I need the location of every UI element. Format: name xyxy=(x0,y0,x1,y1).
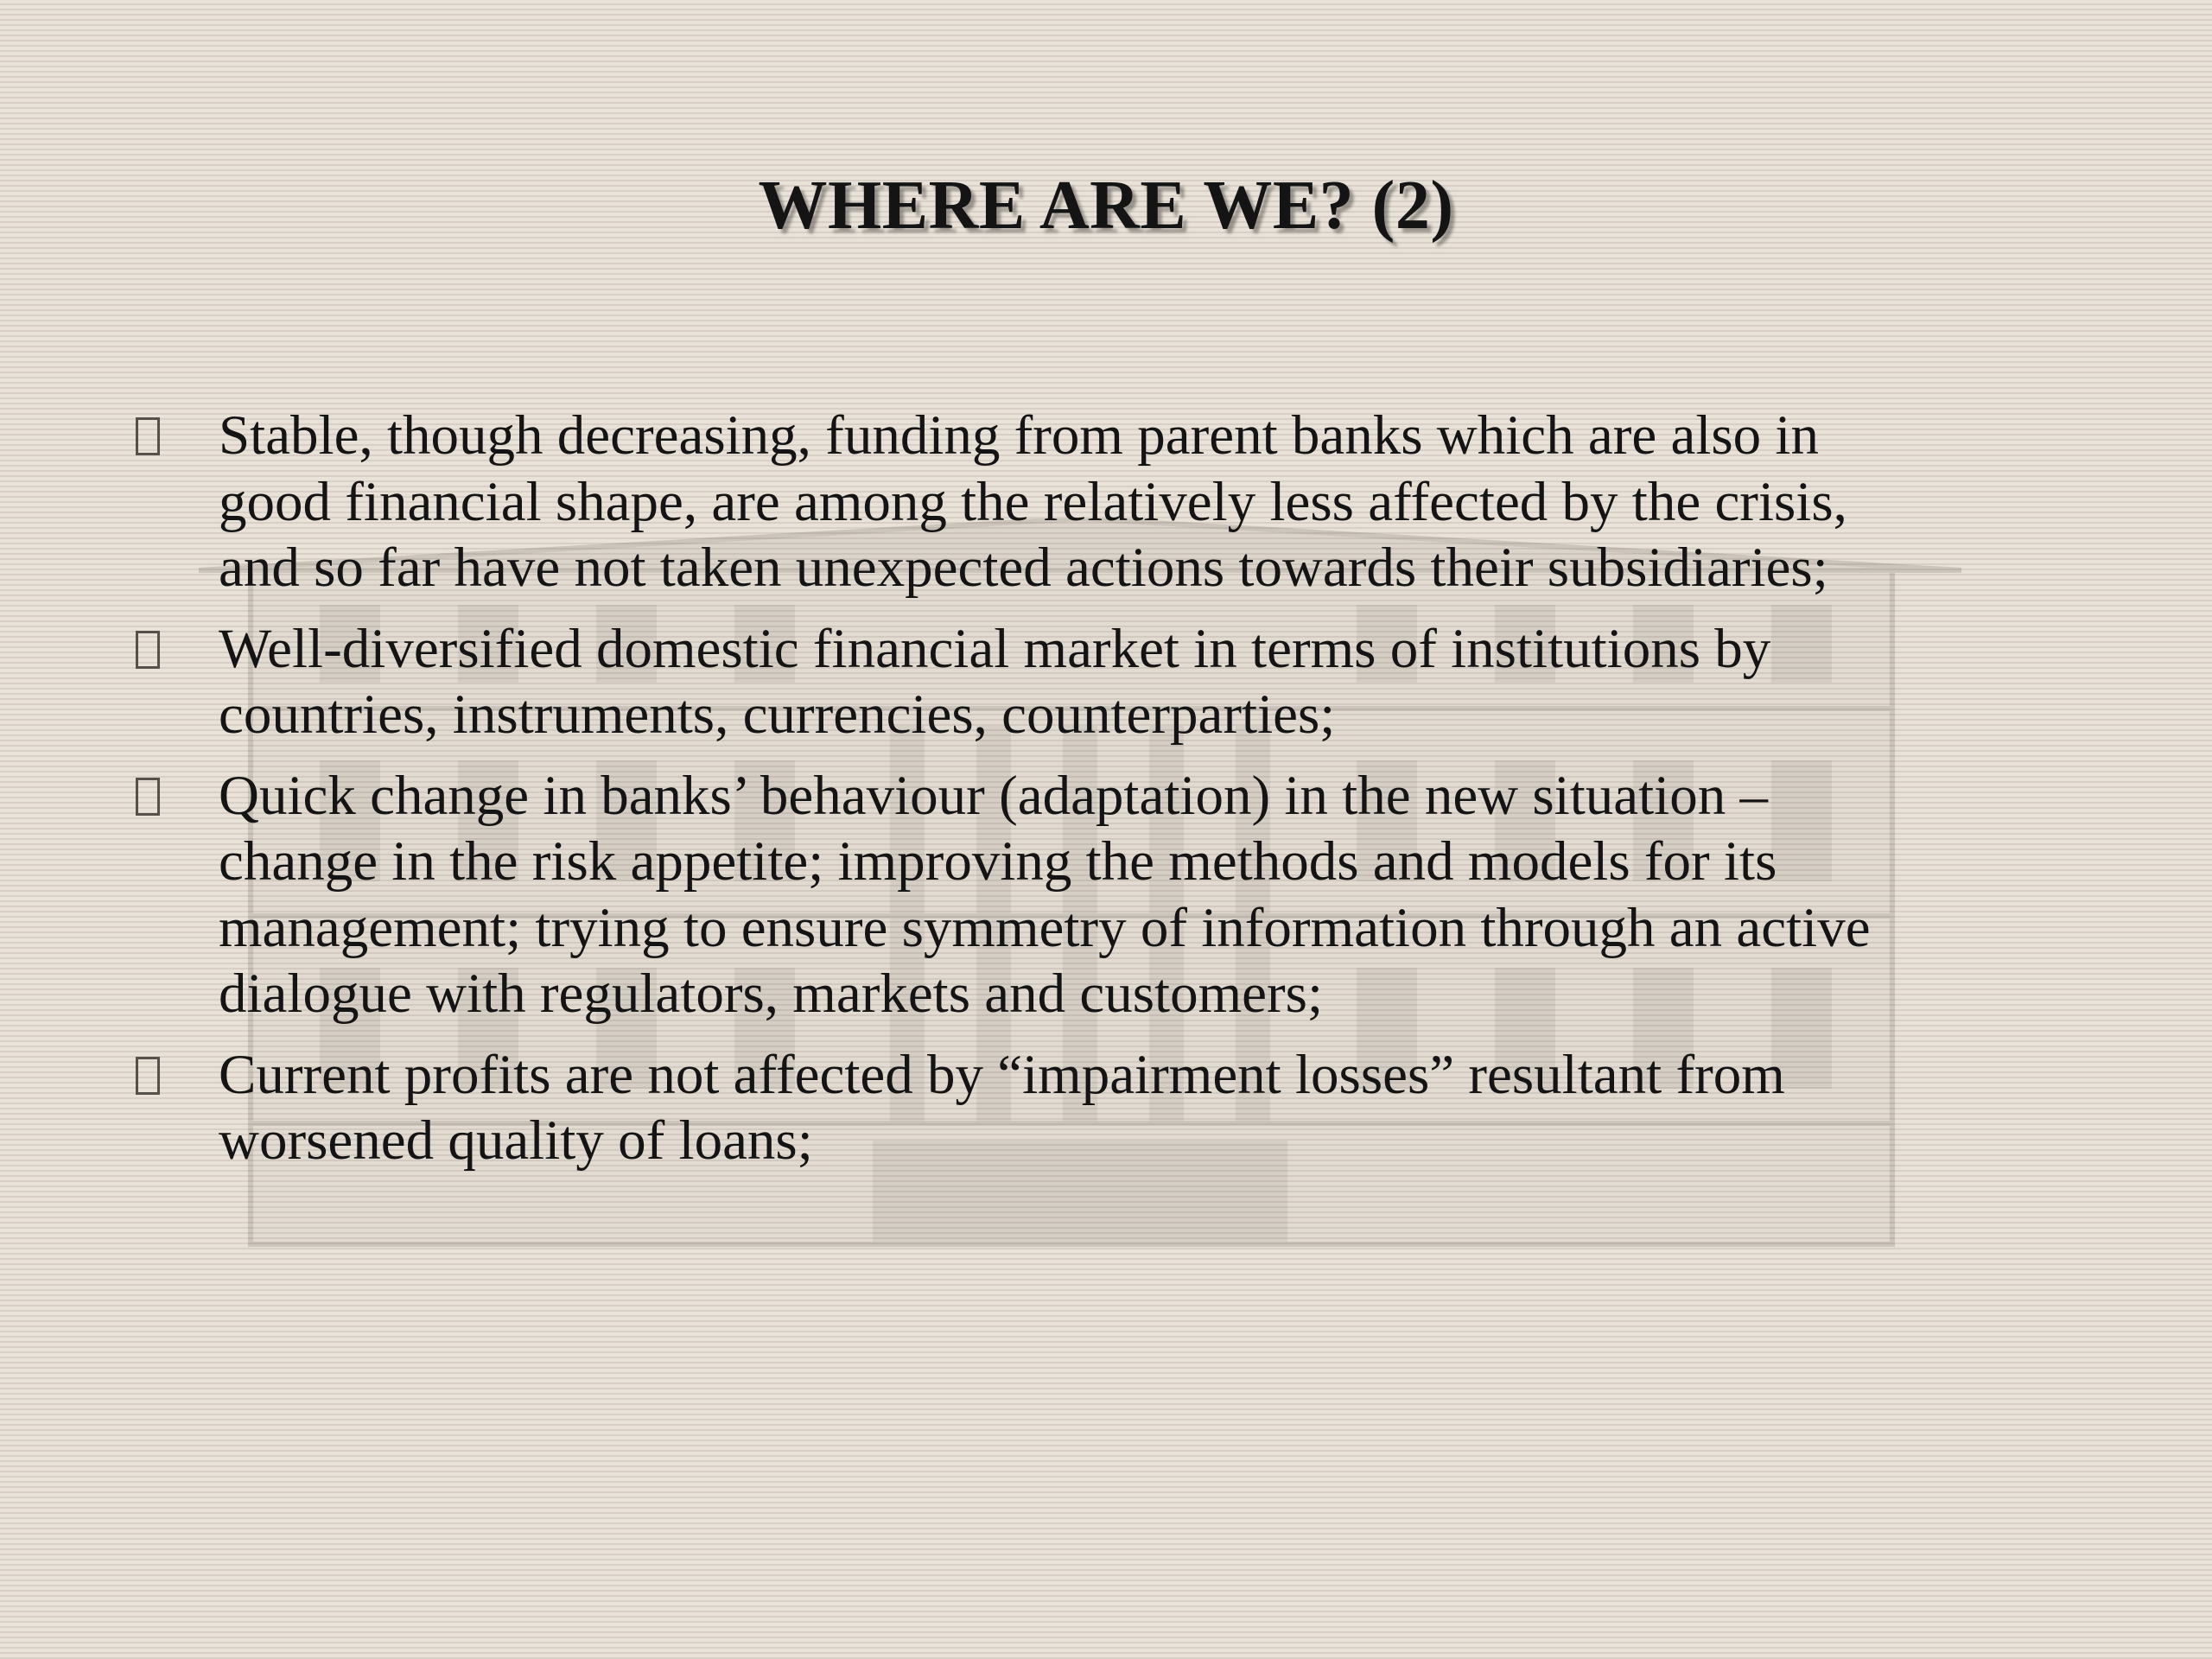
bullet-line: dialogue with regulators, markets and customers; xyxy=(219,963,1324,1025)
bullet-line: change in the risk appetite; improving the methods and models for its xyxy=(219,830,1777,893)
bullet-line: Well-diversified domestic financial market in terms of institutions by xyxy=(219,617,1771,680)
bullet-line: Current profits are not affected by “impairment losses” resultant from xyxy=(219,1043,1785,1106)
bullet-line: countries, instruments, currencies, counterparties; xyxy=(219,683,1336,746)
bullet-item xyxy=(0,616,2068,748)
square-bullet-icon xyxy=(136,778,160,816)
square-bullet-icon xyxy=(136,631,160,669)
bullet-line: worsened quality of loans; xyxy=(219,1109,813,1172)
bullet-line: Stable, though decreasing, funding from parent banks which are also in xyxy=(219,404,1819,467)
square-bullet-icon xyxy=(136,1057,160,1095)
square-bullet-icon xyxy=(136,417,160,455)
slide-title: WHERE ARE WE? (2) xyxy=(758,168,1454,244)
bullet-item xyxy=(0,763,2068,1027)
bullet-item xyxy=(0,1042,2068,1174)
bullet-list xyxy=(0,403,2212,1189)
bullet-line: management; trying to ensure symmetry of information through an active xyxy=(219,896,1871,959)
bullet-line: Quick change in banks’ behaviour (adaptation) in the new situation – xyxy=(219,764,1768,827)
bullet-item xyxy=(0,403,2068,601)
bullet-line: good financial shape, are among the relatively less affected by the crisis, xyxy=(219,470,1847,533)
bullet-line: and so far have not taken unexpected actions towards their subsidiaries; xyxy=(219,537,1828,599)
